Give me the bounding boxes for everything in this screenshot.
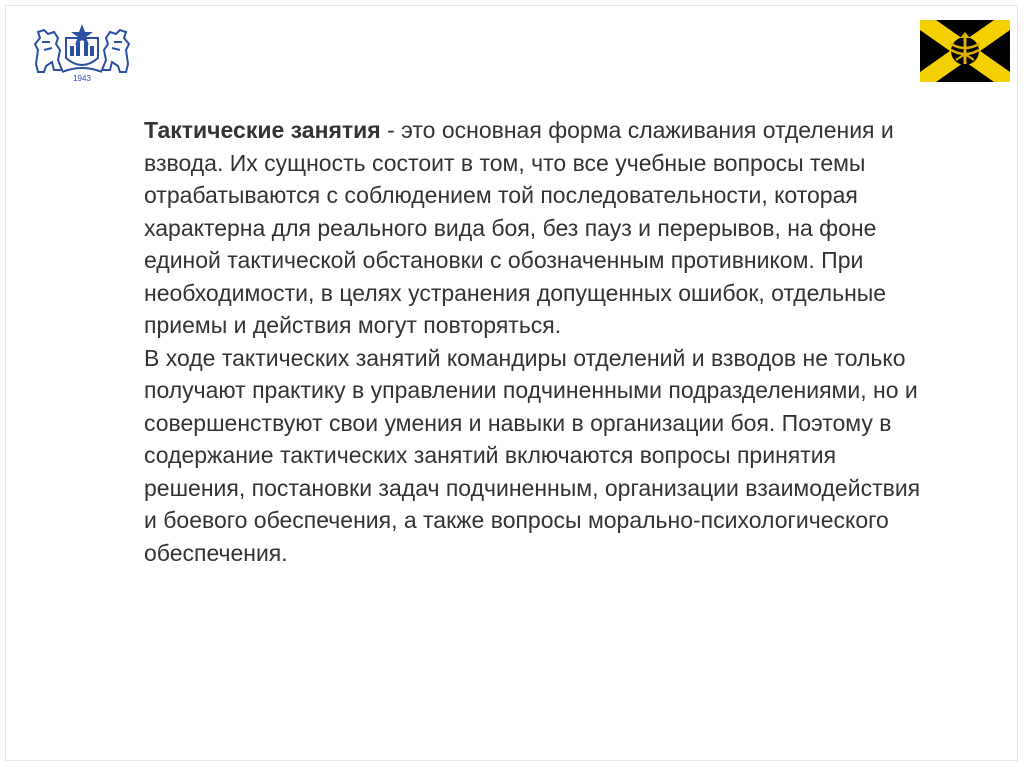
main-text [144,114,924,569]
emblem-year: 1943 [73,74,91,83]
signal-troops-emblem-icon [920,20,1010,82]
paragraph-2: В ходе тактических занятий командиры отделений и взводов не только получают практику в управлении подчиненными подразделениями, но и совершенствуют свои умения и навыки в организации боя. Поэтому в содержание тактических занятий включаются вопросы принятия решения, постановки задач подчиненным, организации взаимодействия и боевого обеспечения, а также вопросы морально-психологического обеспечения. [144,344,921,566]
slide [5,5,1018,761]
university-emblem-icon [32,20,132,86]
paragraph-1 [144,114,924,342]
term-heading: Тактические занятия [144,117,381,143]
paragraph-1-text: - это основная форма слаживания отделения и взвода. Их сущность состоит в том, что все учебные вопросы темы отрабатываются с соблюдением той последовательности, которая характерна для реального вида боя, без пауз и перерывов, на фоне единой тактической обстановки с обозначенным противником. При необходимости, в целях устранения допущенных ошибок, отдельные приемы и действия могут повторяться. [144,117,894,338]
